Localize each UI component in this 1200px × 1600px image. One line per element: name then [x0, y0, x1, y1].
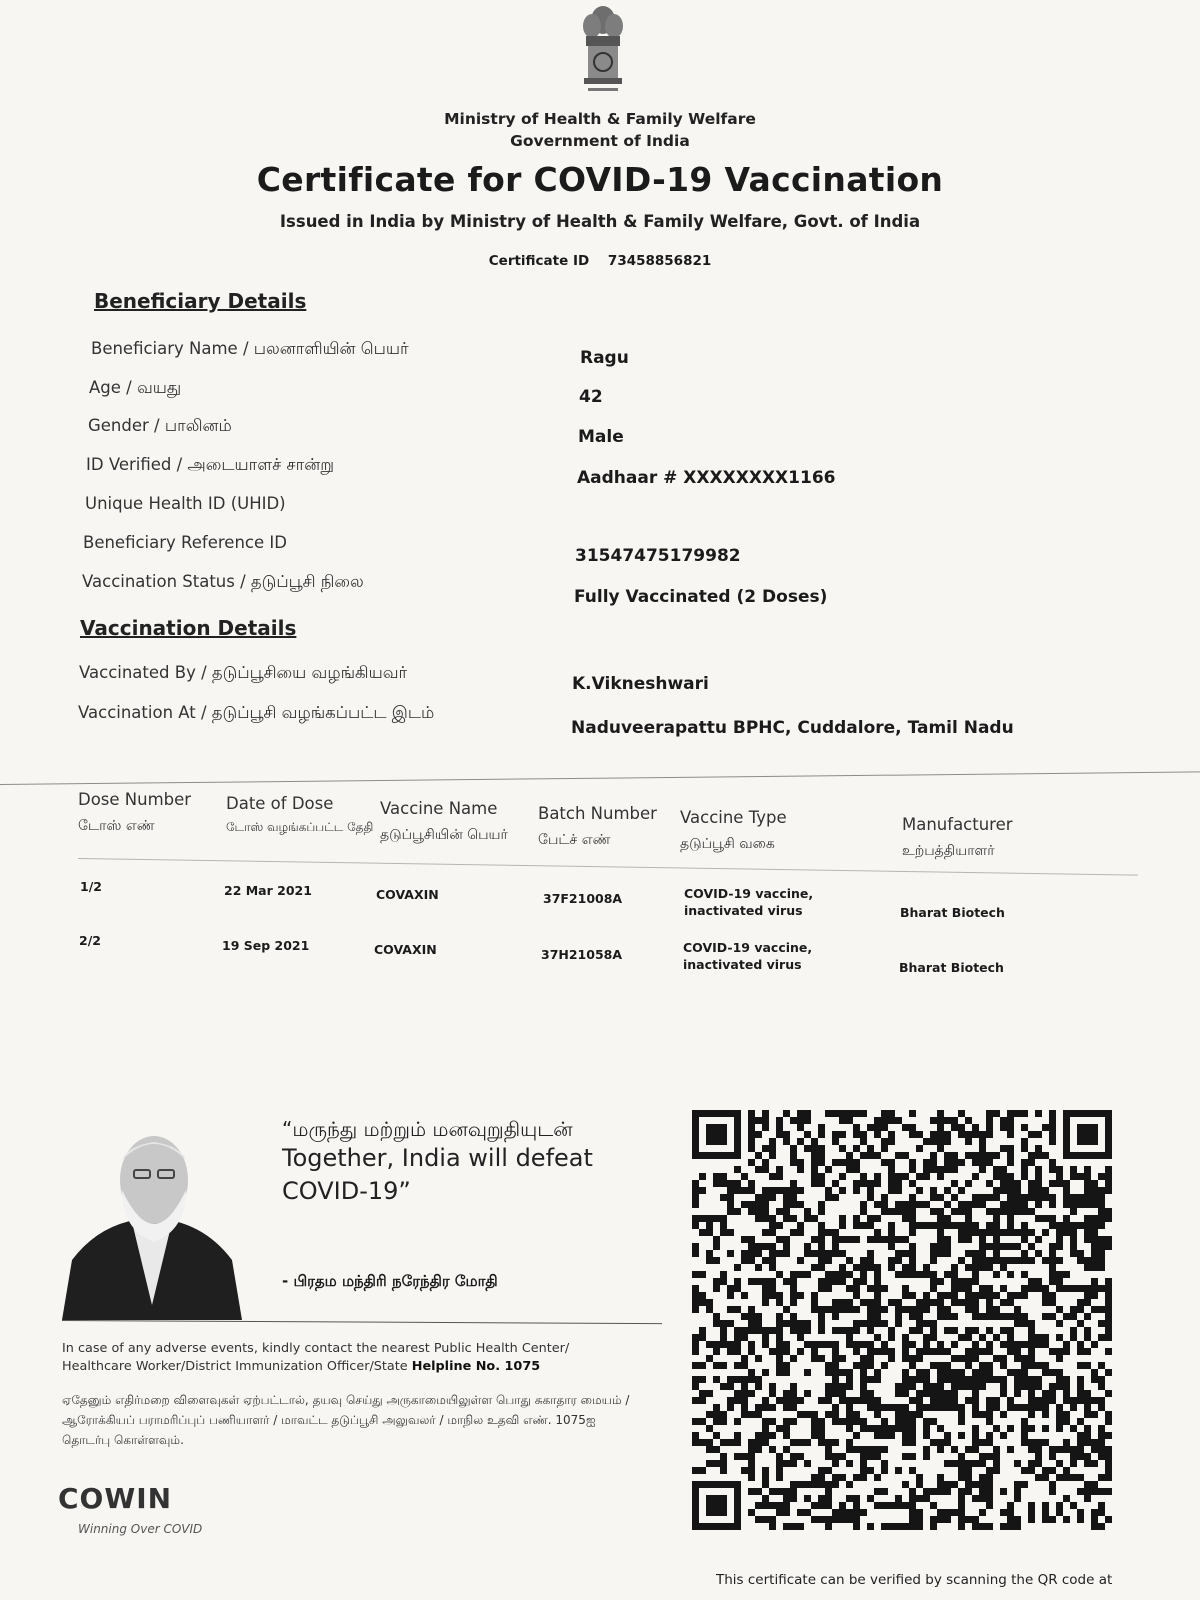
- dose-row-2-vaccine: COVAXIN: [374, 942, 437, 957]
- vaccine-type-header: [680, 808, 860, 854]
- dose-number-header-ta: டோஸ் எண்: [78, 818, 155, 834]
- dose-row-1-manufacturer: Bharat Biotech: [900, 905, 1005, 920]
- quote-rule: [62, 1320, 662, 1324]
- gender-label: Gender / பாலினம்: [88, 416, 232, 435]
- manufacturer-header-ta: உற்பத்தியாளர்: [902, 843, 995, 859]
- dose-row-1-number: 1/2: [80, 879, 102, 894]
- vaccination-at-label: Vaccination At / தடுப்பூசி வழங்கப்பட்ட இடம்: [78, 703, 435, 722]
- vaccination-status-value: Fully Vaccinated (2 Doses): [574, 587, 828, 607]
- dose-row-1-date: 22 Mar 2021: [224, 883, 312, 898]
- verify-instruction: This certificate can be verified by scanning the QR code at: [716, 1572, 1113, 1588]
- vaccine-type-header-ta: தடுப்பூசி வகை: [680, 836, 775, 852]
- dose-number-header: [78, 790, 218, 836]
- uhid-label: Unique Health ID (UHID): [85, 494, 286, 513]
- id-verified-value: Aadhaar # XXXXXXXX1166: [577, 468, 836, 488]
- ministry-name: Ministry of Health & Family Welfare: [444, 110, 756, 128]
- manufacturer-header: [902, 815, 1102, 861]
- dose-row-1-batch: 37F21008A: [543, 891, 623, 906]
- vaccination-at-value: Naduveerapattu BPHC, Cuddalore, Tamil Nadu: [571, 718, 1014, 738]
- prime-minister-portrait: [62, 1130, 242, 1320]
- cowin-logo: COWIN: [58, 1482, 173, 1515]
- table-top-rule: [0, 771, 1200, 785]
- id-verified-label: ID Verified / அடையாளச் சான்று: [86, 455, 335, 474]
- dose-row-2-type: COVID-19 vaccine, inactivated virus: [683, 940, 813, 972]
- vaccinated-by-label: Vaccinated By / தடுப்பூசியை வழங்கியவர்: [79, 663, 408, 682]
- vaccinated-by-value: K.Vikneshwari: [572, 674, 709, 694]
- age-label: Age / வயது: [89, 378, 182, 397]
- date-of-dose-header: [226, 794, 376, 834]
- vaccination-section-title: Vaccination Details: [80, 616, 297, 640]
- age-value: 42: [579, 387, 603, 407]
- ministry-heading: [380, 108, 820, 152]
- dose-row-2-number: 2/2: [79, 933, 101, 948]
- vaccine-name-header: [380, 799, 540, 845]
- adverse-events-notice: [62, 1340, 632, 1376]
- dose-row-2-manufacturer: Bharat Biotech: [899, 960, 1004, 975]
- quote-english: Together, India will defeat COVID-19”: [282, 1144, 593, 1205]
- quote-attribution: - பிரதம மந்திரி நரேந்திர மோதி: [282, 1272, 498, 1290]
- vaccine-type-header-en: Vaccine Type: [680, 808, 787, 827]
- adverse-events-text: In case of any adverse events, kindly contact the nearest Public Health Center/ Healthcare Worker/District Immunization Officer/State: [62, 1341, 570, 1374]
- government-name: Government of India: [510, 132, 690, 150]
- certificate-subtitle: Issued in India by Ministry of Health & Family Welfare, Govt. of India: [279, 212, 921, 231]
- beneficiary-name-label: Beneficiary Name / பலனாளியின் பெயர்: [91, 339, 409, 358]
- quote-tamil: “மருந்து மற்றும் மனவுறுதியுடன்: [282, 1117, 573, 1141]
- vaccine-name-header-ta: தடுப்பூசியின் பெயர்: [380, 827, 508, 843]
- quote-block: [282, 1116, 642, 1208]
- qr-code-icon: [692, 1100, 1112, 1540]
- date-of-dose-header-en: Date of Dose: [226, 794, 334, 813]
- adverse-events-notice-tamil: ஏதேனும் எதிர்மறை விளைவுகள் ஏற்பட்டால், தயவு செய்து அருகாமையிலுள்ள பொது சுகாதார மையம் / ஆரோக்கியப் பராமரிப்புப் பணியாளர் / மாவட்ட தடுப்பூசி அலுவலர் / மாநில உதவி எண். 1075ஐ தொடர்பு கொள்ளவும்.: [62, 1393, 630, 1447]
- certificate-id-value: 73458856821: [607, 253, 712, 269]
- date-of-dose-header-ta: டோஸ் வழங்கப்பட்ட தேதி: [226, 820, 374, 834]
- certificate-id-label: Certificate ID: [488, 253, 590, 269]
- cowin-tagline: Winning Over COVID: [78, 1522, 203, 1536]
- manufacturer-header-en: Manufacturer: [902, 815, 1013, 834]
- national-emblem-icon: [572, 2, 634, 94]
- beneficiary-section-title: Beneficiary Details: [94, 289, 307, 313]
- reference-id-label: Beneficiary Reference ID: [83, 533, 287, 552]
- reference-id-value: 31547475179982: [575, 546, 741, 566]
- dose-row-1-type: COVID-19 vaccine, inactivated virus: [684, 886, 814, 918]
- batch-number-header: [538, 804, 678, 850]
- dose-row-2-date: 19 Sep 2021: [222, 938, 310, 953]
- beneficiary-name-value: Ragu: [580, 348, 629, 368]
- dose-number-header-en: Dose Number: [78, 790, 192, 809]
- vaccination-status-label: Vaccination Status / தடுப்பூசி நிலை: [82, 572, 364, 591]
- dose-row-2-batch: 37H21058A: [541, 947, 623, 962]
- batch-number-header-en: Batch Number: [538, 804, 657, 823]
- batch-number-header-ta: பேட்ச் எண்: [538, 832, 611, 848]
- dose-row-1-vaccine: COVAXIN: [376, 887, 439, 902]
- certificate-title: Certificate for COVID-19 Vaccination: [256, 160, 944, 199]
- helpline-number: Helpline No. 1075: [411, 1359, 541, 1374]
- vaccine-name-header-en: Vaccine Name: [380, 799, 498, 818]
- certificate-id-row: [400, 253, 800, 269]
- gender-value: Male: [578, 427, 624, 447]
